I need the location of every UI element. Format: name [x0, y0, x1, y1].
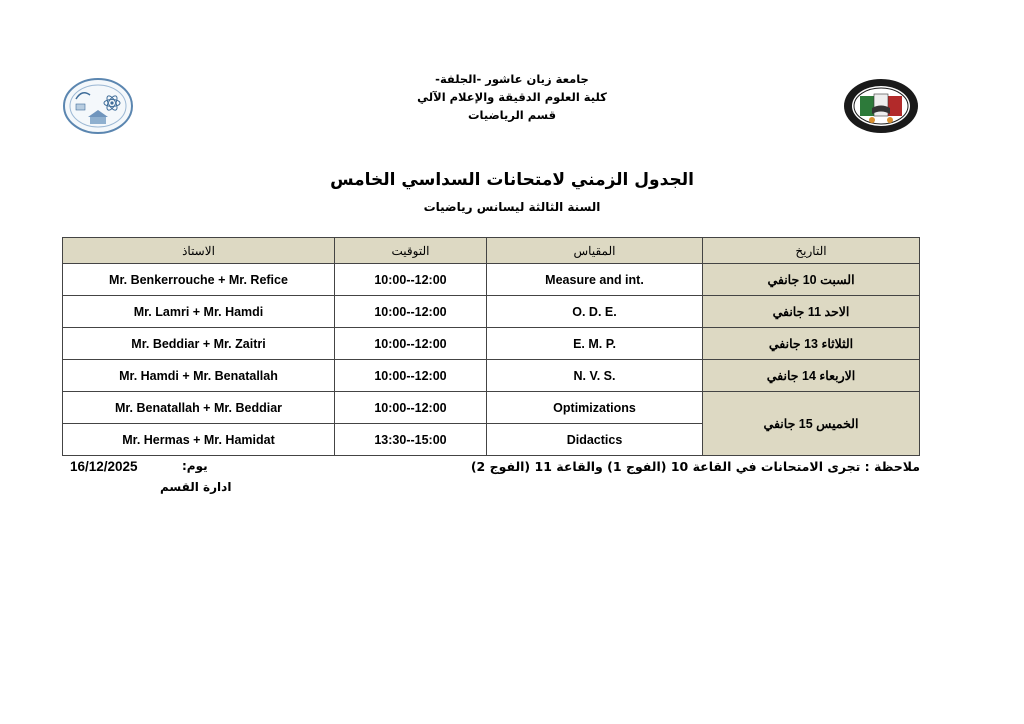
time-cell: 13:30--15:00 — [335, 424, 487, 456]
date-cell: الثلاثاء 13 جانفي — [703, 328, 920, 360]
department-signature: ادارة القسم — [160, 480, 232, 494]
university-name: جامعة زيان عاشور -الجلفة- — [435, 72, 589, 86]
professor-cell: Mr. Hermas + Mr. Hamidat — [63, 424, 335, 456]
header-module: المقياس — [487, 238, 703, 264]
table-row — [63, 296, 920, 328]
faculty-name: كلية العلوم الدقيقة والإعلام الآلي — [417, 90, 607, 104]
module-cell: N. V. S. — [487, 360, 703, 392]
time-cell: 10:00--12:00 — [335, 264, 487, 296]
professor-cell: Mr. Hamdi + Mr. Benatallah — [63, 360, 335, 392]
module-cell: Optimizations — [487, 392, 703, 424]
date-cell: السبت 10 جانفي — [703, 264, 920, 296]
page-title: الجدول الزمني لامتحانات السداسي الخامس — [330, 170, 694, 190]
date-label: يوم: — [182, 459, 208, 473]
header-professor: الاستاذ — [63, 238, 335, 264]
professor-cell: Mr. Benatallah + Mr. Beddiar — [63, 392, 335, 424]
date-value: 16/12/2025 — [70, 459, 138, 474]
header-time: التوقيت — [335, 238, 487, 264]
institution-header — [0, 70, 1024, 124]
time-cell: 10:00--12:00 — [335, 328, 487, 360]
table-row — [63, 264, 920, 296]
professor-cell: Mr. Beddiar + Mr. Zaitri — [63, 328, 335, 360]
date-cell: الاحد 11 جانفي — [703, 296, 920, 328]
table-row — [63, 360, 920, 392]
table-row — [63, 392, 920, 424]
date-cell: الاربعاء 14 جانفي — [703, 360, 920, 392]
professor-cell: Mr. Benkerrouche + Mr. Refice — [63, 264, 335, 296]
module-cell: E. M. P. — [487, 328, 703, 360]
table-row — [63, 328, 920, 360]
time-cell: 10:00--12:00 — [335, 392, 487, 424]
date-cell: الخميس 15 جانفي — [703, 392, 920, 456]
module-cell: O. D. E. — [487, 296, 703, 328]
module-cell: Measure and int. — [487, 264, 703, 296]
department-name: قسم الرياضيات — [468, 108, 556, 122]
table-header-row — [63, 238, 920, 264]
professor-cell: Mr. Lamri + Mr. Hamdi — [63, 296, 335, 328]
exam-schedule-table — [62, 237, 920, 456]
time-cell: 10:00--12:00 — [335, 360, 487, 392]
header-date: التاريخ — [703, 238, 920, 264]
exam-room-note: ملاحظة : تجرى الامتحانات في القاعة 10 (الفوج 1) والقاعة 11 (الفوج 2) — [470, 459, 920, 474]
page-subtitle: السنة الثالثة ليسانس رياضيات — [423, 200, 601, 214]
time-cell: 10:00--12:00 — [335, 296, 487, 328]
module-cell: Didactics — [487, 424, 703, 456]
